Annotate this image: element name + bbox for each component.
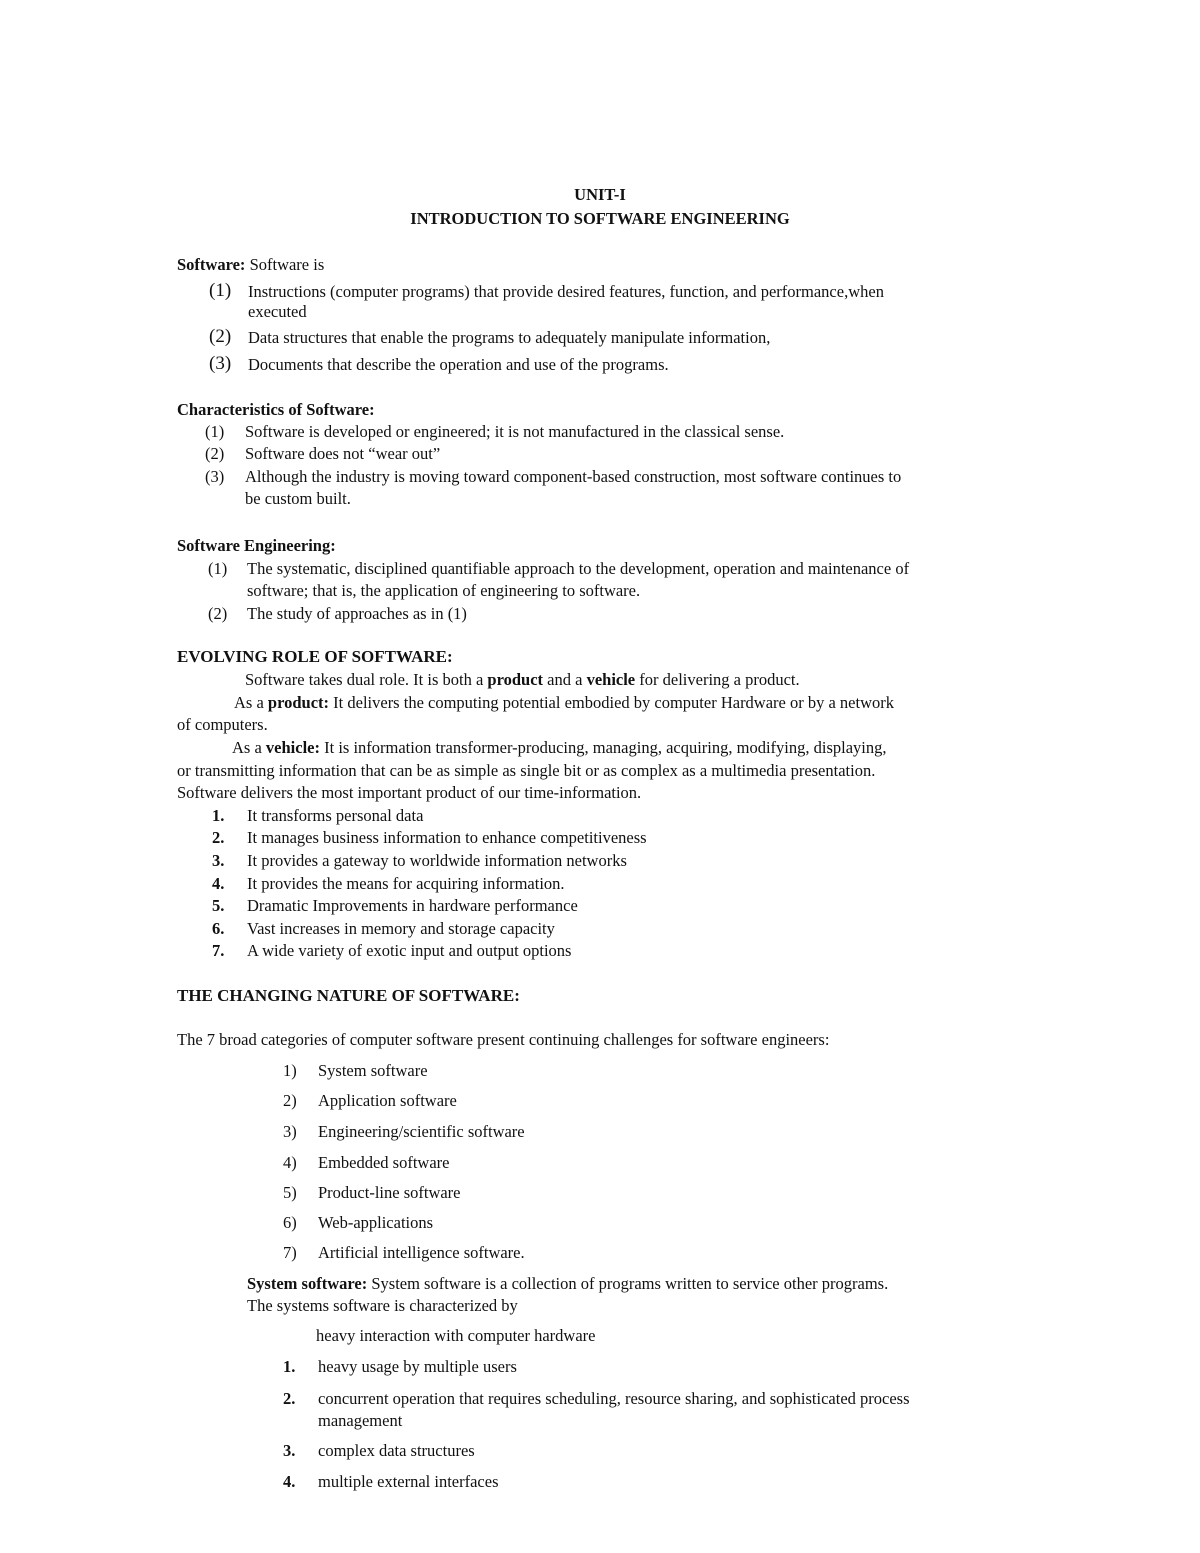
list-item: heavy usage by multiple users xyxy=(318,1357,517,1376)
system-software-paragraph xyxy=(247,1273,888,1295)
list-item: Software does not “wear out” xyxy=(245,444,441,463)
list-number: 1. xyxy=(212,806,225,825)
list-item: The systematic, disciplined quantifiable approach to the development, operation and maintenance of xyxy=(247,559,910,578)
characteristics-heading: Characteristics of Software: xyxy=(177,400,375,419)
changing-intro: The 7 broad categories of computer software present continuing challenges for software engineers: xyxy=(177,1030,830,1049)
software-definition xyxy=(177,254,324,276)
list-item: Instructions (computer programs) that provide desired features, function, and performance,when xyxy=(248,282,884,301)
list-item: The study of approaches as in (1) xyxy=(247,604,467,623)
list-number: (1) xyxy=(205,422,225,441)
list-number: 4. xyxy=(283,1472,296,1491)
list-item: Although the industry is moving toward component-based construction, most software continues to xyxy=(245,467,902,486)
list-number: 2. xyxy=(212,828,225,847)
list-item: Application software xyxy=(318,1091,457,1110)
paragraph-line xyxy=(245,669,800,691)
page-title: INTRODUCTION TO SOFTWARE ENGINEERING xyxy=(410,209,790,228)
paragraph-line xyxy=(232,737,887,759)
list-item: Embedded software xyxy=(318,1153,450,1172)
text: It is information transformer-producing, managing, acquiring, modifying, displaying, xyxy=(319,738,887,757)
text: As a xyxy=(232,738,266,757)
list-item: Documents that describe the operation and use of the programs. xyxy=(248,355,669,374)
engineering-heading: Software Engineering: xyxy=(177,536,336,555)
text: As a xyxy=(234,693,268,712)
list-item-continuation: be custom built. xyxy=(245,489,351,508)
list-item: It manages business information to enhance competitiveness xyxy=(247,828,647,847)
list-number: (2) xyxy=(209,326,232,347)
list-number: 5. xyxy=(212,896,225,915)
list-number: (3) xyxy=(205,467,225,486)
list-number: 4. xyxy=(212,874,225,893)
list-number: 5) xyxy=(283,1183,297,1202)
list-item: It provides the means for acquiring information. xyxy=(247,874,565,893)
list-number: 3. xyxy=(283,1441,296,1460)
text: Software takes dual role. It is both a xyxy=(245,670,488,689)
list-item: Dramatic Improvements in hardware performance xyxy=(247,896,578,915)
list-number: 2) xyxy=(283,1091,297,1110)
paragraph-line xyxy=(234,692,894,714)
list-item-continuation: management xyxy=(318,1411,403,1430)
emphasis: vehicle: xyxy=(265,738,320,757)
list-item: It provides a gateway to worldwide information networks xyxy=(247,851,627,870)
list-number: 4) xyxy=(283,1153,297,1172)
list-item: complex data structures xyxy=(318,1441,475,1460)
list-number: (1) xyxy=(209,280,232,301)
list-number: (2) xyxy=(208,604,228,623)
emphasis: product: xyxy=(267,693,330,712)
list-item: heavy interaction with computer hardware xyxy=(316,1326,596,1345)
list-item: multiple external interfaces xyxy=(318,1472,499,1491)
list-item-continuation: software; that is, the application of engineering to software. xyxy=(247,581,641,600)
paragraph-line: The systems software is characterized by xyxy=(247,1296,518,1315)
paragraph-line: Software delivers the most important product of our time-information. xyxy=(177,783,642,802)
text: System software is a collection of programs written to service other programs. xyxy=(367,1274,889,1293)
list-item: Web-applications xyxy=(318,1213,434,1232)
list-item: Engineering/scientific software xyxy=(318,1122,525,1141)
list-number: 3) xyxy=(283,1122,297,1141)
list-item: Vast increases in memory and storage capacity xyxy=(247,919,555,938)
list-number: 1. xyxy=(283,1357,296,1376)
emphasis: vehicle xyxy=(586,670,636,689)
unit-label: UNIT-I xyxy=(574,185,626,204)
list-item: It transforms personal data xyxy=(247,806,424,825)
changing-heading: THE CHANGING NATURE OF SOFTWARE: xyxy=(177,986,520,1005)
list-item: System software xyxy=(318,1061,428,1080)
list-number: 7. xyxy=(212,941,225,960)
list-item: Data structures that enable the programs to adequately manipulate information, xyxy=(248,328,771,347)
system-software-label: System software: xyxy=(247,1274,368,1293)
software-label: Software: xyxy=(177,255,246,274)
emphasis: product xyxy=(487,670,544,689)
list-number: 3. xyxy=(212,851,225,870)
list-number: 6) xyxy=(283,1213,297,1232)
list-number: (3) xyxy=(209,353,232,374)
text: and a xyxy=(543,670,587,689)
list-number: 1) xyxy=(283,1061,297,1080)
text: It delivers the computing potential embodied by computer Hardware or by a network xyxy=(329,693,895,712)
list-item-continuation: executed xyxy=(248,302,307,321)
paragraph-line: or transmitting information that can be as simple as single bit or as complex as a multimedia presentation. xyxy=(177,761,876,780)
evolving-heading: EVOLVING ROLE OF SOFTWARE: xyxy=(177,647,453,666)
list-item: Product-line software xyxy=(318,1183,461,1202)
list-number: (1) xyxy=(208,559,228,578)
list-number: 6. xyxy=(212,919,225,938)
list-item: A wide variety of exotic input and output options xyxy=(247,941,572,960)
list-item: Artificial intelligence software. xyxy=(318,1243,525,1262)
list-item: Software is developed or engineered; it is not manufactured in the classical sense. xyxy=(245,422,785,441)
paragraph-line: of computers. xyxy=(177,715,268,734)
software-intro: Software is xyxy=(245,255,325,274)
list-item: concurrent operation that requires scheduling, resource sharing, and sophisticated process xyxy=(318,1389,910,1408)
list-number: (2) xyxy=(205,444,225,463)
list-number: 7) xyxy=(283,1243,297,1262)
list-number: 2. xyxy=(283,1389,296,1408)
text: for delivering a product. xyxy=(635,670,800,689)
